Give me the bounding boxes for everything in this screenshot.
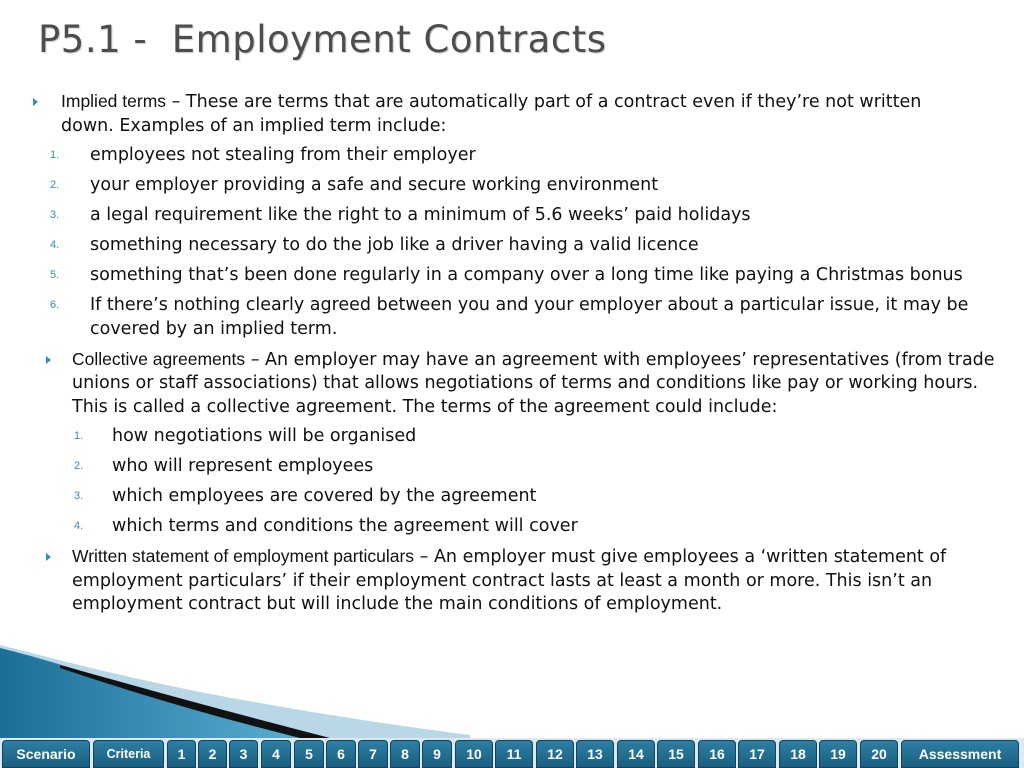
list-text: employees not stealing from their employer [90,145,476,165]
nav-page-button[interactable]: 15 [657,740,695,768]
list-item [50,204,995,228]
nav-page-button[interactable]: 17 [738,740,776,768]
list-number: 5. [50,269,60,281]
nav-page-button[interactable]: 1 [167,740,196,768]
bullet-label: Collective agreements [72,348,246,369]
nav-page-button[interactable]: 8 [390,740,420,768]
slide-title: P5.1 - Employment Contracts [38,18,607,61]
nav-page-button[interactable]: 4 [261,740,291,768]
list-number: 4. [50,239,60,251]
list-text: how negotiations will be organised [112,426,417,446]
nav-page-button[interactable]: 2 [198,740,227,768]
nav-page-button[interactable]: 12 [536,740,574,768]
bullet-arrow-icon [46,553,51,561]
list-number: 2. [50,179,60,191]
nav-page-button[interactable]: 3 [229,740,258,768]
nav-scenario-button[interactable]: Scenario [2,740,90,768]
collective-agreements-list [0,425,1024,539]
list-item [50,294,995,341]
nav-page-button[interactable]: 13 [576,740,614,768]
list-item [74,425,992,449]
bullet-collective-agreements [72,348,997,420]
list-number: 4. [74,520,84,532]
bullet-label: Written statement of employment particulars [72,546,415,566]
implied-terms-list [0,144,1024,341]
nav-page-button[interactable]: 19 [819,740,857,768]
nav-page-button[interactable]: 20 [860,740,898,768]
list-text: your employer providing a safe and secure working environment [90,175,659,195]
list-item [50,264,995,288]
list-number: 3. [50,209,60,221]
bullet-arrow-icon [46,356,51,364]
list-item [74,485,992,509]
list-item [50,234,995,258]
list-number: 3. [74,490,84,502]
bullet-written-statement [72,545,997,617]
nav-page-button[interactable]: 11 [495,740,533,768]
nav-page-button[interactable]: 14 [617,740,655,768]
list-number: 2. [74,460,84,472]
nav-assessment-button[interactable]: Assessment [901,740,1019,768]
bullet-label: Implied terms [61,91,167,111]
bullet-arrow-icon [33,98,38,106]
list-item [50,174,995,198]
list-item [50,144,995,168]
bullet-text: These are terms that are automatically part of a contract even if they’re not written down. Examples of an implied term include: [61,92,922,136]
bullet-text: An employer may have an agreement with employees’ representatives (from trade unions or staff associations) that allows negotiations of terms and conditions like pay or working hours. This is called a collective agreement. The terms of the agreement could include: [72,349,995,417]
bullet-text: An employer must give employees a ‘written statement of employment particulars’ if their employment contract lasts at least a month or more. This isn’t an employment contract but will include the main conditions of employment. [72,547,947,614]
slide-navigation-bar [0,738,1024,768]
list-text: something that’s been done regularly in a company over a long time like paying a Christmas bonus [90,265,963,285]
bullet-dash: – [414,547,434,567]
bullet-dash: – [245,349,266,370]
list-text: which employees are covered by the agreement [112,486,537,506]
nav-page-button[interactable]: 9 [422,740,452,768]
nav-page-button[interactable]: 6 [326,740,356,768]
nav-page-button[interactable]: 7 [358,740,388,768]
list-item [74,515,992,539]
list-text: which terms and conditions the agreement will cover [112,516,578,536]
slide-content [0,88,1024,617]
list-item [74,455,992,479]
list-text: If there’s nothing clearly agreed between you and your employer about a particular issue, it may be covered by an implied term. [90,295,969,339]
bullet-implied-terms [61,90,951,138]
list-text: a legal requirement like the right to a minimum of 5.6 weeks’ paid holidays [90,205,751,225]
nav-page-button[interactable]: 16 [698,740,736,768]
list-text: something necessary to do the job like a driver having a valid licence [90,235,699,255]
nav-criteria-button[interactable]: Criteria [93,740,164,768]
list-number: 6. [50,299,60,311]
nav-page-button[interactable]: 5 [294,740,324,768]
list-text: who will represent employees [112,456,374,476]
decorative-swoosh [0,640,470,740]
list-number: 1. [74,430,84,442]
nav-page-button[interactable]: 10 [455,740,493,768]
nav-page-button[interactable]: 18 [779,740,817,768]
bullet-dash: – [166,92,186,112]
list-number: 1. [50,149,60,161]
